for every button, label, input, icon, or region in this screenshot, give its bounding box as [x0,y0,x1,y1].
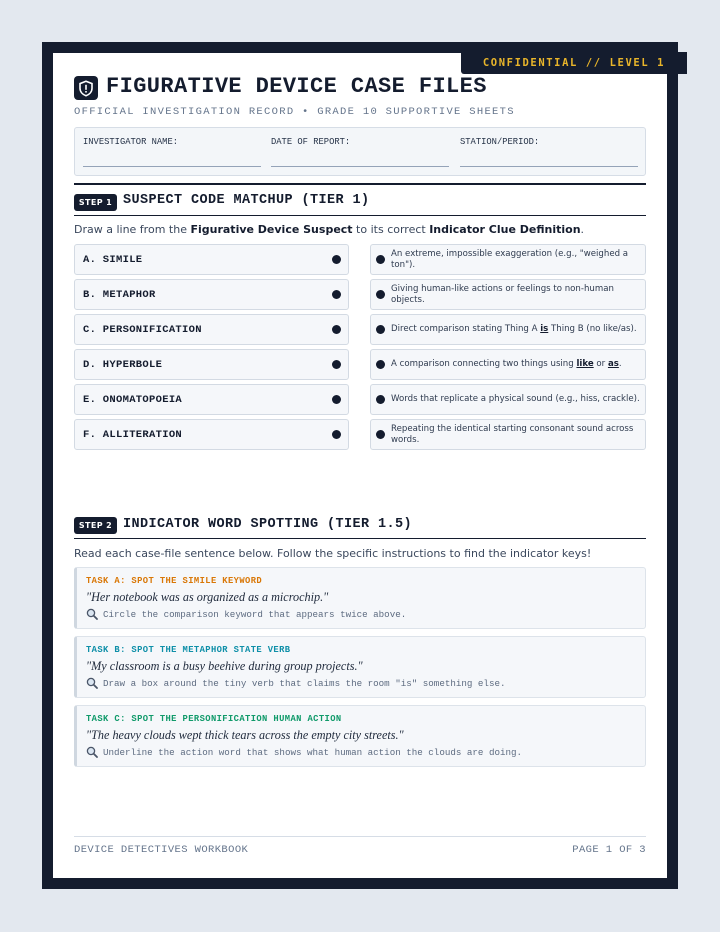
footer-divider [74,836,646,837]
connector-dot[interactable] [332,430,341,439]
definition-card[interactable] [370,349,646,380]
task-label: TASK A: SPOT THE SIMILE KEYWORD [86,576,263,586]
suspect-label: F. ALLITERATION [83,428,183,441]
confidential-tab: CONFIDENTIAL // LEVEL 1 [461,52,687,74]
task-hint: Circle the comparison keyword that appears twice above. [86,608,406,620]
definition-text: Giving human-like actions or feelings to non-human objects. [391,284,614,305]
magnifier-icon [86,746,98,758]
suspect-card-personification[interactable] [74,314,349,345]
suspect-card-simile[interactable] [74,244,349,275]
investigator-name-field[interactable] [83,166,261,167]
connector-dot[interactable] [332,360,341,369]
definition-text: Words that replicate a physical sound (e.g., hiss, crackle). [391,394,640,405]
definition-card[interactable] [370,244,646,275]
step-2-instruction: Read each case-file sentence below. Follow the specific instructions to find the indicator keys! [74,547,592,560]
task-quote[interactable]: "My classroom is a busy beehive during group projects." [86,659,363,673]
page-subtitle: OFFICIAL INVESTIGATION RECORD • GRADE 10 SUPPORTIVE SHEETS [74,106,515,118]
connector-dot[interactable] [332,395,341,404]
suspect-label: C. PERSONIFICATION [83,323,202,336]
definition-text: Direct comparison stating Thing A is Thing B (no like/as). [391,324,637,335]
connector-dot[interactable] [376,430,385,439]
task-label: TASK C: SPOT THE PERSONIFICATION HUMAN ACTION [86,714,342,724]
definition-card[interactable] [370,384,646,415]
footer-workbook-title: DEVICE DETECTIVES WORKBOOK [74,844,249,856]
connector-dot[interactable] [376,360,385,369]
connector-dot[interactable] [376,395,385,404]
investigator-name-label: INVESTIGATOR NAME: [83,137,179,147]
investigator-info-box [74,127,646,176]
definition-card[interactable] [370,279,646,310]
page-title: FIGURATIVE DEVICE CASE FILES [106,74,487,99]
step-1-title: SUSPECT CODE MATCHUP (TIER 1) [123,193,370,208]
magnifier-icon [86,608,98,620]
suspect-label: B. METAPHOR [83,288,156,301]
definition-card[interactable] [370,419,646,450]
connector-dot[interactable] [376,325,385,334]
connector-dot[interactable] [332,290,341,299]
connector-dot[interactable] [332,325,341,334]
task-card-metaphor [74,636,646,698]
connector-dot[interactable] [376,290,385,299]
definition-text: A comparison connecting two things using like or as. [391,359,622,370]
step-2-rule [74,538,646,539]
footer-page-number: PAGE 1 OF 3 [572,844,646,856]
task-card-simile [74,567,646,629]
task-quote[interactable]: "Her notebook was as organized as a microchip." [86,590,329,604]
step-1-instruction: Draw a line from the Figurative Device Suspect to its correct Indicator Clue Definition. [74,223,585,236]
station-period-label: STATION/PERIOD: [460,137,540,147]
step-1-rule [74,215,646,216]
date-of-report-field[interactable] [271,166,449,167]
suspect-label: A. SIMILE [83,253,143,266]
task-hint: Draw a box around the tiny verb that claims the room "is" something else. [86,677,505,689]
shield-icon [74,76,98,100]
magnifier-icon [86,677,98,689]
station-period-field[interactable] [460,166,638,167]
date-of-report-label: DATE OF REPORT: [271,137,351,147]
suspect-card-hyperbole[interactable] [74,349,349,380]
definition-text: An extreme, impossible exaggeration (e.g., "weighed a ton"). [391,249,629,270]
task-quote[interactable]: "The heavy clouds wept thick tears across the empty city streets." [86,728,404,742]
suspect-card-onomatopoeia[interactable] [74,384,349,415]
suspect-label: D. HYPERBOLE [83,358,163,371]
step-2-title: INDICATOR WORD SPOTTING (TIER 1.5) [123,517,413,532]
task-card-personification [74,705,646,767]
connector-dot[interactable] [376,255,385,264]
suspect-card-alliteration[interactable] [74,419,349,450]
task-label: TASK B: SPOT THE METAPHOR STATE VERB [86,645,291,655]
suspect-label: E. ONOMATOPOEIA [83,393,183,406]
step-1-badge: STEP 1 [74,194,117,211]
step-2-badge: STEP 2 [74,517,117,534]
section-divider [74,183,646,185]
definition-card[interactable] [370,314,646,345]
definition-text: Repeating the identical starting consonant sound across words. [391,424,634,445]
suspect-card-metaphor[interactable] [74,279,349,310]
task-hint: Underline the action word that shows what human action the clouds are doing. [86,746,522,758]
connector-dot[interactable] [332,255,341,264]
